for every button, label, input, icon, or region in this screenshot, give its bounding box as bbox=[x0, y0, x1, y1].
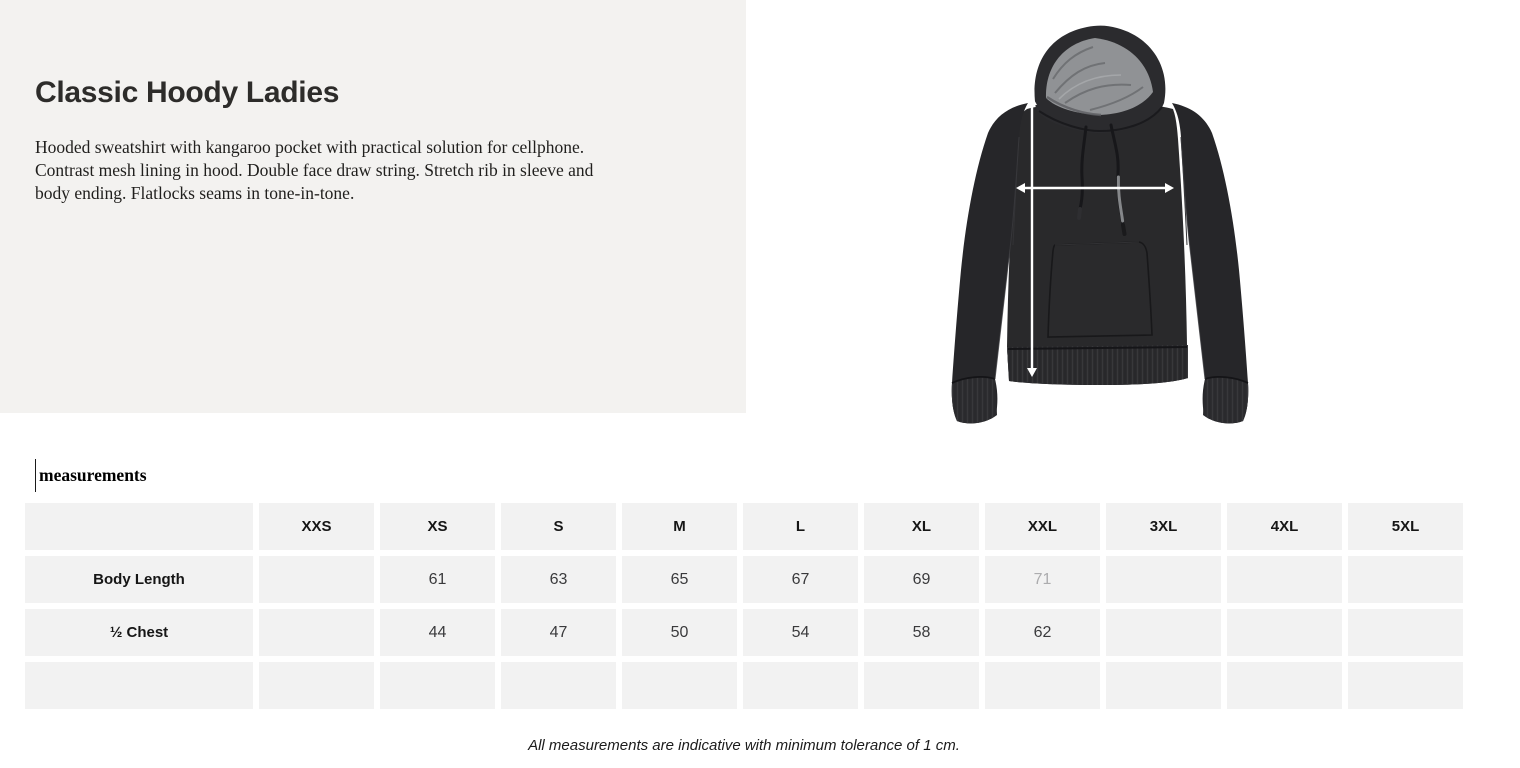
measurement-cell: 54 bbox=[743, 609, 858, 656]
kangaroo-pocket bbox=[1048, 242, 1152, 337]
hoodie-torso bbox=[1007, 102, 1188, 385]
measurement-cell bbox=[380, 662, 495, 709]
measurement-cell bbox=[501, 662, 616, 709]
text-caret bbox=[35, 459, 36, 492]
measurement-cell bbox=[1227, 609, 1342, 656]
tolerance-footnote: All measurements are indicative with minimum tolerance of 1 cm. bbox=[528, 737, 960, 754]
measurement-cell bbox=[1106, 662, 1221, 709]
measurements-label[interactable]: measurements bbox=[39, 464, 147, 485]
measurement-cell bbox=[1106, 609, 1221, 656]
measurement-cell: 61 bbox=[380, 556, 495, 603]
row-label-2 bbox=[25, 662, 253, 709]
size-header-empty bbox=[25, 503, 253, 550]
size-header-xl: XL bbox=[864, 503, 979, 550]
measurement-cell: 65 bbox=[622, 556, 737, 603]
measurement-cell bbox=[259, 609, 374, 656]
size-header-xxs: XXS bbox=[259, 503, 374, 550]
measurement-cell bbox=[743, 662, 858, 709]
measurement-cell bbox=[259, 556, 374, 603]
size-header-4xl: 4XL bbox=[1227, 503, 1342, 550]
measurement-cell bbox=[864, 662, 979, 709]
size-header-5xl: 5XL bbox=[1348, 503, 1463, 550]
row-label-0: Body Length bbox=[25, 556, 253, 603]
row-label-1: ½ Chest bbox=[25, 609, 253, 656]
measurement-cell: 50 bbox=[622, 609, 737, 656]
measurement-cell: 69 bbox=[864, 556, 979, 603]
measurement-cell bbox=[1106, 556, 1221, 603]
measurements-table bbox=[25, 503, 1463, 709]
size-header-xxl: XXL bbox=[985, 503, 1100, 550]
measurements-section bbox=[25, 458, 1463, 754]
product-description: Hooded sweatshirt with kangaroo pocket with practical solution for cellphone. Contrast mesh lining in hood. Double face draw string. Stretch rib in sleeve and body ending. Flatlocks seams in tone-in-tone. bbox=[35, 137, 594, 203]
measurement-cell bbox=[622, 662, 737, 709]
measurements-label-row bbox=[35, 458, 1463, 492]
measurement-cell bbox=[1227, 662, 1342, 709]
product-image bbox=[935, 5, 1265, 425]
measurement-cell bbox=[1348, 609, 1463, 656]
size-header-m: M bbox=[622, 503, 737, 550]
measurement-cell bbox=[1348, 556, 1463, 603]
hoodie-illustration bbox=[935, 5, 1265, 425]
measurement-cell bbox=[985, 662, 1100, 709]
measurement-cell: 63 bbox=[501, 556, 616, 603]
measurement-cell: 58 bbox=[864, 609, 979, 656]
size-header-s: S bbox=[501, 503, 616, 550]
measurement-cell: 44 bbox=[380, 609, 495, 656]
hero-panel bbox=[0, 0, 746, 413]
measurement-cell bbox=[1227, 556, 1342, 603]
size-header-3xl: 3XL bbox=[1106, 503, 1221, 550]
measurement-cell: 47 bbox=[501, 609, 616, 656]
size-header-xs: XS bbox=[380, 503, 495, 550]
measurement-cell: 67 bbox=[743, 556, 858, 603]
page-title: Classic Hoody Ladies bbox=[35, 76, 340, 109]
size-header-l: L bbox=[743, 503, 858, 550]
measurement-cell bbox=[259, 662, 374, 709]
measurement-cell bbox=[1348, 662, 1463, 709]
measurement-cell: 71 bbox=[985, 556, 1100, 603]
measurement-cell: 62 bbox=[985, 609, 1100, 656]
